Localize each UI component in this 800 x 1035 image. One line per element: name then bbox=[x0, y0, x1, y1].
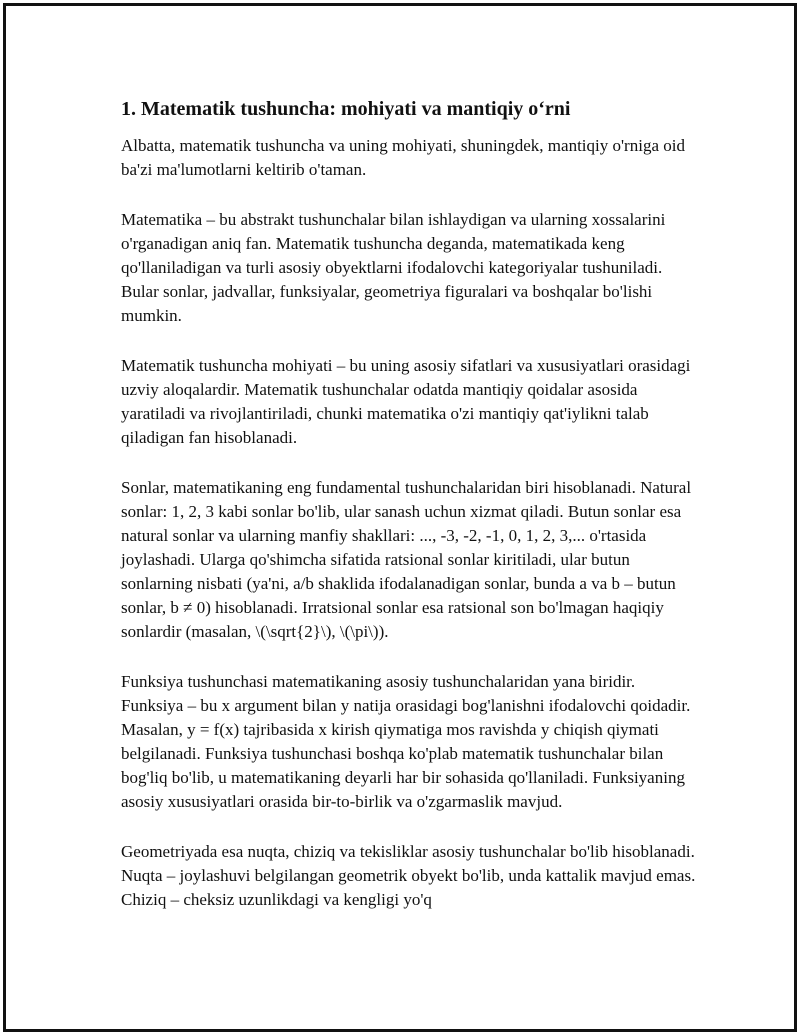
document-body bbox=[121, 96, 701, 912]
paragraph: Geometriyada esa nuqta, chiziq va tekisliklar asosiy tushunchalar bo'lib hisoblanadi. Nuqta – joylashuvi belgilangan geometrik obyekt bo'lib, unda kattalik mavjud emas. Chiziq – cheksiz uzunlikdagi va kengligi yo'q bbox=[121, 842, 696, 909]
paragraph: Matematika – bu abstrakt tushunchalar bilan ishlaydigan va ularning xossalarini o'rganadigan aniq fan. Matematik tushuncha deganda, matematikada keng qo'llaniladigan va turli asosiy obyektlarni ifodalovchi kategoriyalar tushuniladi. Bular sonlar, jadvallar, funksiyalar, geometriya figuralari va boshqalar bo'lishi mumkin. bbox=[121, 210, 666, 325]
page-title: 1. Matematik tushuncha: mohiyati va mantiqiy o‘rni bbox=[121, 98, 571, 120]
paragraph: Matematik tushuncha mohiyati – bu uning asosiy sifatlari va xususiyatlari orasidagi uzviy aloqalardir. Matematik tushunchalar odatda mantiqiy qoidalar asosida yaratiladi va rivojlantiriladi, chunki matematika o'zi mantiqiy qat'iylikni talab qiladigan fan hisoblanadi. bbox=[121, 356, 691, 447]
page bbox=[3, 3, 797, 1032]
paragraph: Funksiya tushunchasi matematikaning asosiy tushunchalaridan yana biridir. Funksiya – bu x argument bilan y natija orasidagi bog'lanishni ifodalovchi qoidadir. Masalan, y = f(x) tajribasida x kirish qiymatiga mos ravishda y chiqish qiymati belgilanadi. Funksiya tushunchasi boshqa ko'plab matematik tushunchalar bilan bog'liq bo'lib, u matematikaning deyarli har bir sohasida qo'llaniladi. Funksiyaning asosiy xususiyatlari orasida bir-to-birlik va o'zgarmaslik mavjud. bbox=[121, 672, 691, 811]
paragraph: Sonlar, matematikaning eng fundamental tushunchalaridan biri hisoblanadi. Natural sonlar: 1, 2, 3 kabi sonlar bo'lib, ular sanash uchun xizmat qiladi. Butun sonlar esa natural sonlar va ularning manfiy shakllari: ..., -3, -2, -1, 0, 1, 2, 3,... o'rtasida joylashadi. Ularga qo'shimcha sifatida ratsional sonlar kiritiladi, ular butun sonlarning nisbati (ya'ni, a/b shaklida ifodalanadigan sonlar, bunda a va b – butun sonlar, b ≠ 0) hisoblanadi. Irratsional sonlar esa ratsional son bo'lmagan haqiqiy sonlardir (masalan, \(\sqrt{2}\), \(\pi\)). bbox=[121, 478, 692, 641]
paragraph: Albatta, matematik tushuncha va uning mohiyati, shuningdek, mantiqiy o'rniga oid ba'zi ma'lumotlarni keltirib o'taman. bbox=[121, 136, 685, 179]
